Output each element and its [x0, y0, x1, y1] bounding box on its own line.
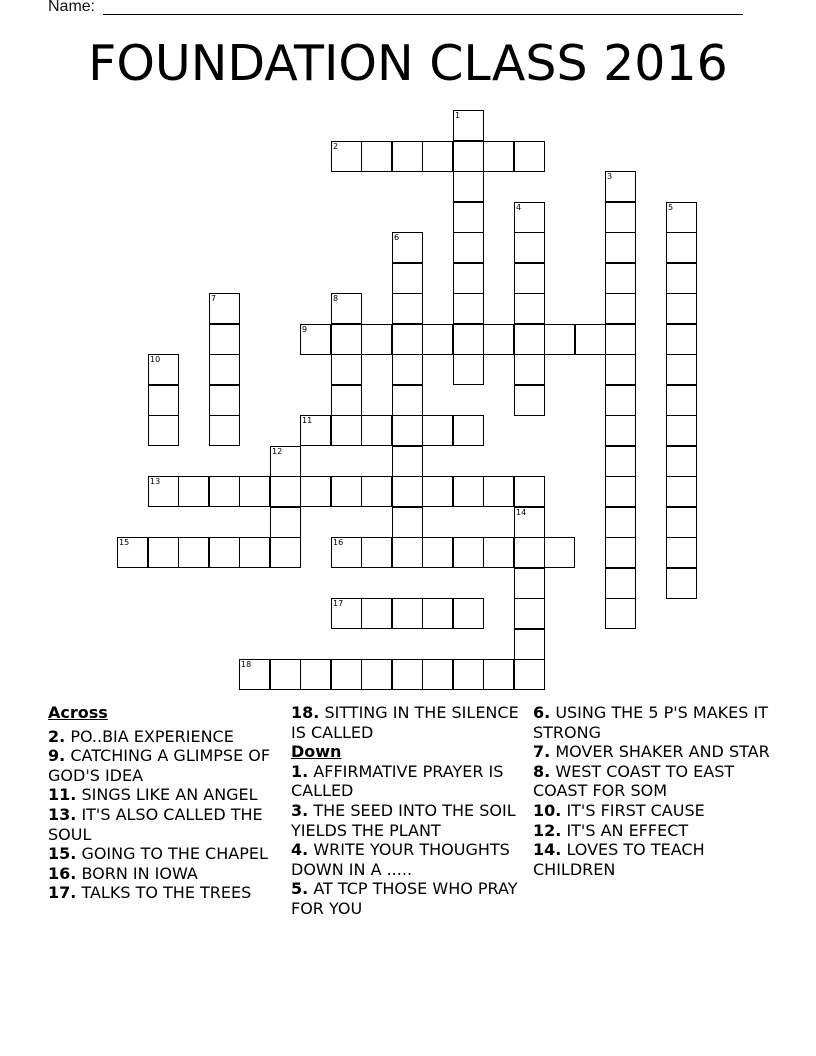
grid-cell[interactable]: [666, 415, 697, 446]
grid-cell[interactable]: [605, 324, 636, 355]
grid-cell[interactable]: [331, 476, 362, 507]
grid-cell[interactable]: [270, 476, 301, 507]
grid-cell[interactable]: [392, 598, 423, 629]
grid-cell[interactable]: [575, 324, 606, 355]
down-heading: Down: [291, 742, 342, 762]
grid-cell[interactable]: [666, 293, 697, 324]
cell-number: 9: [302, 325, 308, 334]
grid-cell[interactable]: [392, 293, 423, 324]
across-clue-17: 17. TALKS TO THE TREES: [48, 883, 252, 903]
cell-number: 13: [150, 477, 161, 486]
grid-cell[interactable]: [331, 354, 362, 385]
grid-cell[interactable]: [514, 568, 545, 599]
grid-cell[interactable]: [605, 446, 636, 477]
grid-cell[interactable]: [331, 415, 362, 446]
grid-cell[interactable]: [666, 385, 697, 416]
down-clue-7: 7. MOVER SHAKER AND STAR: [533, 742, 770, 762]
grid-cell[interactable]: [209, 537, 240, 568]
grid-cell[interactable]: [392, 232, 423, 263]
grid-cell[interactable]: [666, 202, 697, 233]
grid-cell[interactable]: [605, 171, 636, 202]
grid-cell[interactable]: [392, 415, 423, 446]
grid-cell[interactable]: [453, 110, 484, 141]
grid-cell[interactable]: [422, 324, 453, 355]
grid-cell[interactable]: [605, 415, 636, 446]
grid-cell[interactable]: [666, 537, 697, 568]
grid-cell[interactable]: [361, 659, 392, 690]
grid-cell[interactable]: [453, 476, 484, 507]
grid-cell[interactable]: [331, 141, 362, 172]
down-clue-12: 12. IT'S AN EFFECT: [533, 820, 689, 840]
grid-cell[interactable]: [270, 446, 301, 477]
grid-cell[interactable]: [361, 537, 392, 568]
grid-cell[interactable]: [331, 385, 362, 416]
grid-cell[interactable]: [514, 659, 545, 690]
grid-cell[interactable]: [514, 202, 545, 233]
grid-cell[interactable]: [422, 476, 453, 507]
grid-cell[interactable]: [422, 598, 453, 629]
grid-cell[interactable]: [392, 659, 423, 690]
grid-cell[interactable]: [453, 324, 484, 355]
grid-cell[interactable]: [453, 232, 484, 263]
cell-number: 11: [302, 416, 313, 425]
grid-cell[interactable]: [666, 232, 697, 263]
grid-cell[interactable]: [270, 537, 301, 568]
cell-number: 4: [516, 203, 522, 212]
grid-cell[interactable]: [605, 232, 636, 263]
grid-cell[interactable]: [514, 537, 545, 568]
grid-cell[interactable]: [148, 476, 179, 507]
grid-cell[interactable]: [514, 507, 545, 538]
grid-cell[interactable]: [453, 141, 484, 172]
grid-cell[interactable]: [422, 415, 453, 446]
grid-cell[interactable]: [300, 415, 331, 446]
grid-cell[interactable]: [148, 385, 179, 416]
grid-cell[interactable]: [422, 141, 453, 172]
grid-cell[interactable]: [605, 202, 636, 233]
cell-number: 17: [333, 599, 344, 608]
grid-cell[interactable]: [514, 629, 545, 660]
clues-column-3: [533, 703, 773, 879]
grid-cell[interactable]: [239, 659, 270, 690]
grid-cell[interactable]: [392, 354, 423, 385]
grid-cell[interactable]: [514, 263, 545, 294]
grid-cell[interactable]: [605, 598, 636, 629]
cell-number: 7: [211, 294, 217, 303]
cell-number: 10: [150, 355, 161, 364]
grid-cell[interactable]: [483, 476, 514, 507]
down-clue-4: 4. WRITE YOUR THOUGHTS DOWN IN A .....: [291, 840, 510, 879]
grid-cell[interactable]: [422, 537, 453, 568]
down-clue-3: 3. THE SEED INTO THE SOIL YIELDS THE PLANT: [291, 800, 516, 840]
grid-cell[interactable]: [453, 171, 484, 202]
grid-cell[interactable]: [300, 476, 331, 507]
name-label: Name:: [48, 0, 96, 15]
grid-cell[interactable]: [178, 476, 209, 507]
grid-cell[interactable]: [148, 354, 179, 385]
grid-cell[interactable]: [514, 598, 545, 629]
grid-cell[interactable]: [666, 354, 697, 385]
across-clue-11: 11. SINGS LIKE AN ANGEL: [48, 785, 258, 805]
across-clue-18: 18. SITTING IN THE SILENCE IS CALLED: [291, 703, 519, 742]
grid-cell[interactable]: [331, 659, 362, 690]
grid-cell[interactable]: [209, 354, 240, 385]
grid-cell[interactable]: [331, 598, 362, 629]
down-clue-10: 10. IT'S FIRST CAUSE: [533, 800, 705, 820]
grid-cell[interactable]: [453, 659, 484, 690]
grid-cell[interactable]: [300, 659, 331, 690]
puzzle-title: FOUNDATION CLASS 2016: [88, 35, 728, 92]
grid-cell[interactable]: [453, 354, 484, 385]
grid-cell[interactable]: [392, 537, 423, 568]
cell-number: 12: [272, 447, 283, 456]
grid-cell[interactable]: [392, 446, 423, 477]
grid-cell[interactable]: [544, 537, 575, 568]
grid-cell[interactable]: [514, 293, 545, 324]
grid-cell[interactable]: [209, 385, 240, 416]
grid-cell[interactable]: [453, 293, 484, 324]
grid-cell[interactable]: [361, 476, 392, 507]
across-clue-16: 16. BORN IN IOWA: [48, 863, 198, 883]
cell-number: 6: [394, 233, 400, 242]
grid-cell[interactable]: [605, 476, 636, 507]
grid-cell[interactable]: [514, 354, 545, 385]
grid-cell[interactable]: [453, 537, 484, 568]
grid-cell[interactable]: [392, 507, 423, 538]
grid-cell[interactable]: [361, 141, 392, 172]
cell-number: 2: [333, 142, 339, 151]
across-heading: Across: [48, 703, 108, 722]
grid-cell[interactable]: [544, 324, 575, 355]
grid-cell[interactable]: [514, 141, 545, 172]
grid-cell[interactable]: [666, 446, 697, 477]
grid-cell[interactable]: [361, 415, 392, 446]
grid-cell[interactable]: [361, 324, 392, 355]
clues-column-1: [48, 703, 280, 903]
grid-cell[interactable]: [422, 659, 453, 690]
cell-number: 8: [333, 294, 339, 303]
grid-cell[interactable]: [605, 537, 636, 568]
cell-number: 3: [607, 172, 613, 181]
grid-cell[interactable]: [605, 385, 636, 416]
grid-cell[interactable]: [239, 476, 270, 507]
grid-cell[interactable]: [605, 354, 636, 385]
grid-cell[interactable]: [453, 598, 484, 629]
grid-cell[interactable]: [514, 232, 545, 263]
across-clue-2: 2. PO..BIA EXPERIENCE: [48, 726, 234, 746]
grid-cell[interactable]: [392, 385, 423, 416]
down-clue-5: 5. AT TCP THOSE WHO PRAY FOR YOU: [291, 879, 518, 918]
down-clue-8: 8. WEST COAST TO EAST COAST FOR SOM: [533, 761, 735, 801]
grid-cell[interactable]: [361, 598, 392, 629]
grid-cell[interactable]: [514, 476, 545, 507]
grid-cell[interactable]: [148, 537, 179, 568]
grid-cell[interactable]: [209, 415, 240, 446]
grid-cell[interactable]: [514, 385, 545, 416]
clues-column-2: [291, 703, 523, 919]
grid-cell[interactable]: [209, 293, 240, 324]
grid-cell[interactable]: [270, 659, 301, 690]
down-clue-6: 6. USING THE 5 P'S MAKES IT STRONG: [533, 703, 768, 742]
down-clue-14: 14. LOVES TO TEACH CHILDREN: [533, 840, 705, 879]
cell-number: 1: [455, 111, 461, 120]
down-clue-1: 1. AFFIRMATIVE PRAYER IS CALLED: [291, 761, 504, 801]
cell-number: 14: [516, 508, 527, 517]
grid-cell[interactable]: [605, 568, 636, 599]
grid-cell[interactable]: [331, 324, 362, 355]
grid-cell[interactable]: [270, 507, 301, 538]
grid-cell[interactable]: [483, 324, 514, 355]
across-clue-13: 13. IT'S ALSO CALLED THE SOUL: [48, 804, 263, 844]
grid-cell[interactable]: [209, 476, 240, 507]
cell-number: 5: [668, 203, 674, 212]
grid-cell[interactable]: [453, 202, 484, 233]
grid-cell[interactable]: [483, 141, 514, 172]
grid-cell[interactable]: [392, 263, 423, 294]
grid-cell[interactable]: [453, 415, 484, 446]
grid-cell[interactable]: [117, 537, 148, 568]
grid-cell[interactable]: [239, 537, 270, 568]
grid-cell[interactable]: [605, 263, 636, 294]
cell-number: 18: [241, 660, 252, 669]
grid-cell[interactable]: [605, 293, 636, 324]
grid-cell[interactable]: [331, 537, 362, 568]
grid-cell[interactable]: [666, 568, 697, 599]
grid-cell[interactable]: [331, 293, 362, 324]
cell-number: 16: [333, 538, 344, 547]
grid-cell[interactable]: [392, 324, 423, 355]
cell-number: 15: [119, 538, 130, 547]
grid-cell[interactable]: [666, 263, 697, 294]
across-clue-9: 9. CATCHING A GLIMPSE OF GOD'S IDEA: [48, 746, 271, 785]
grid-cell[interactable]: [483, 537, 514, 568]
grid-cell[interactable]: [514, 324, 545, 355]
grid-cell[interactable]: [300, 324, 331, 355]
grid-cell[interactable]: [392, 476, 423, 507]
grid-cell[interactable]: [148, 415, 179, 446]
grid-cell[interactable]: [605, 507, 636, 538]
grid-cell[interactable]: [483, 659, 514, 690]
grid-cell[interactable]: [178, 537, 209, 568]
grid-cell[interactable]: [666, 507, 697, 538]
grid-cell[interactable]: [666, 324, 697, 355]
grid-cell[interactable]: [392, 141, 423, 172]
across-clue-15: 15. GOING TO THE CHAPEL: [48, 844, 268, 864]
grid-cell[interactable]: [666, 476, 697, 507]
grid-cell[interactable]: [209, 324, 240, 355]
grid-cell[interactable]: [453, 263, 484, 294]
